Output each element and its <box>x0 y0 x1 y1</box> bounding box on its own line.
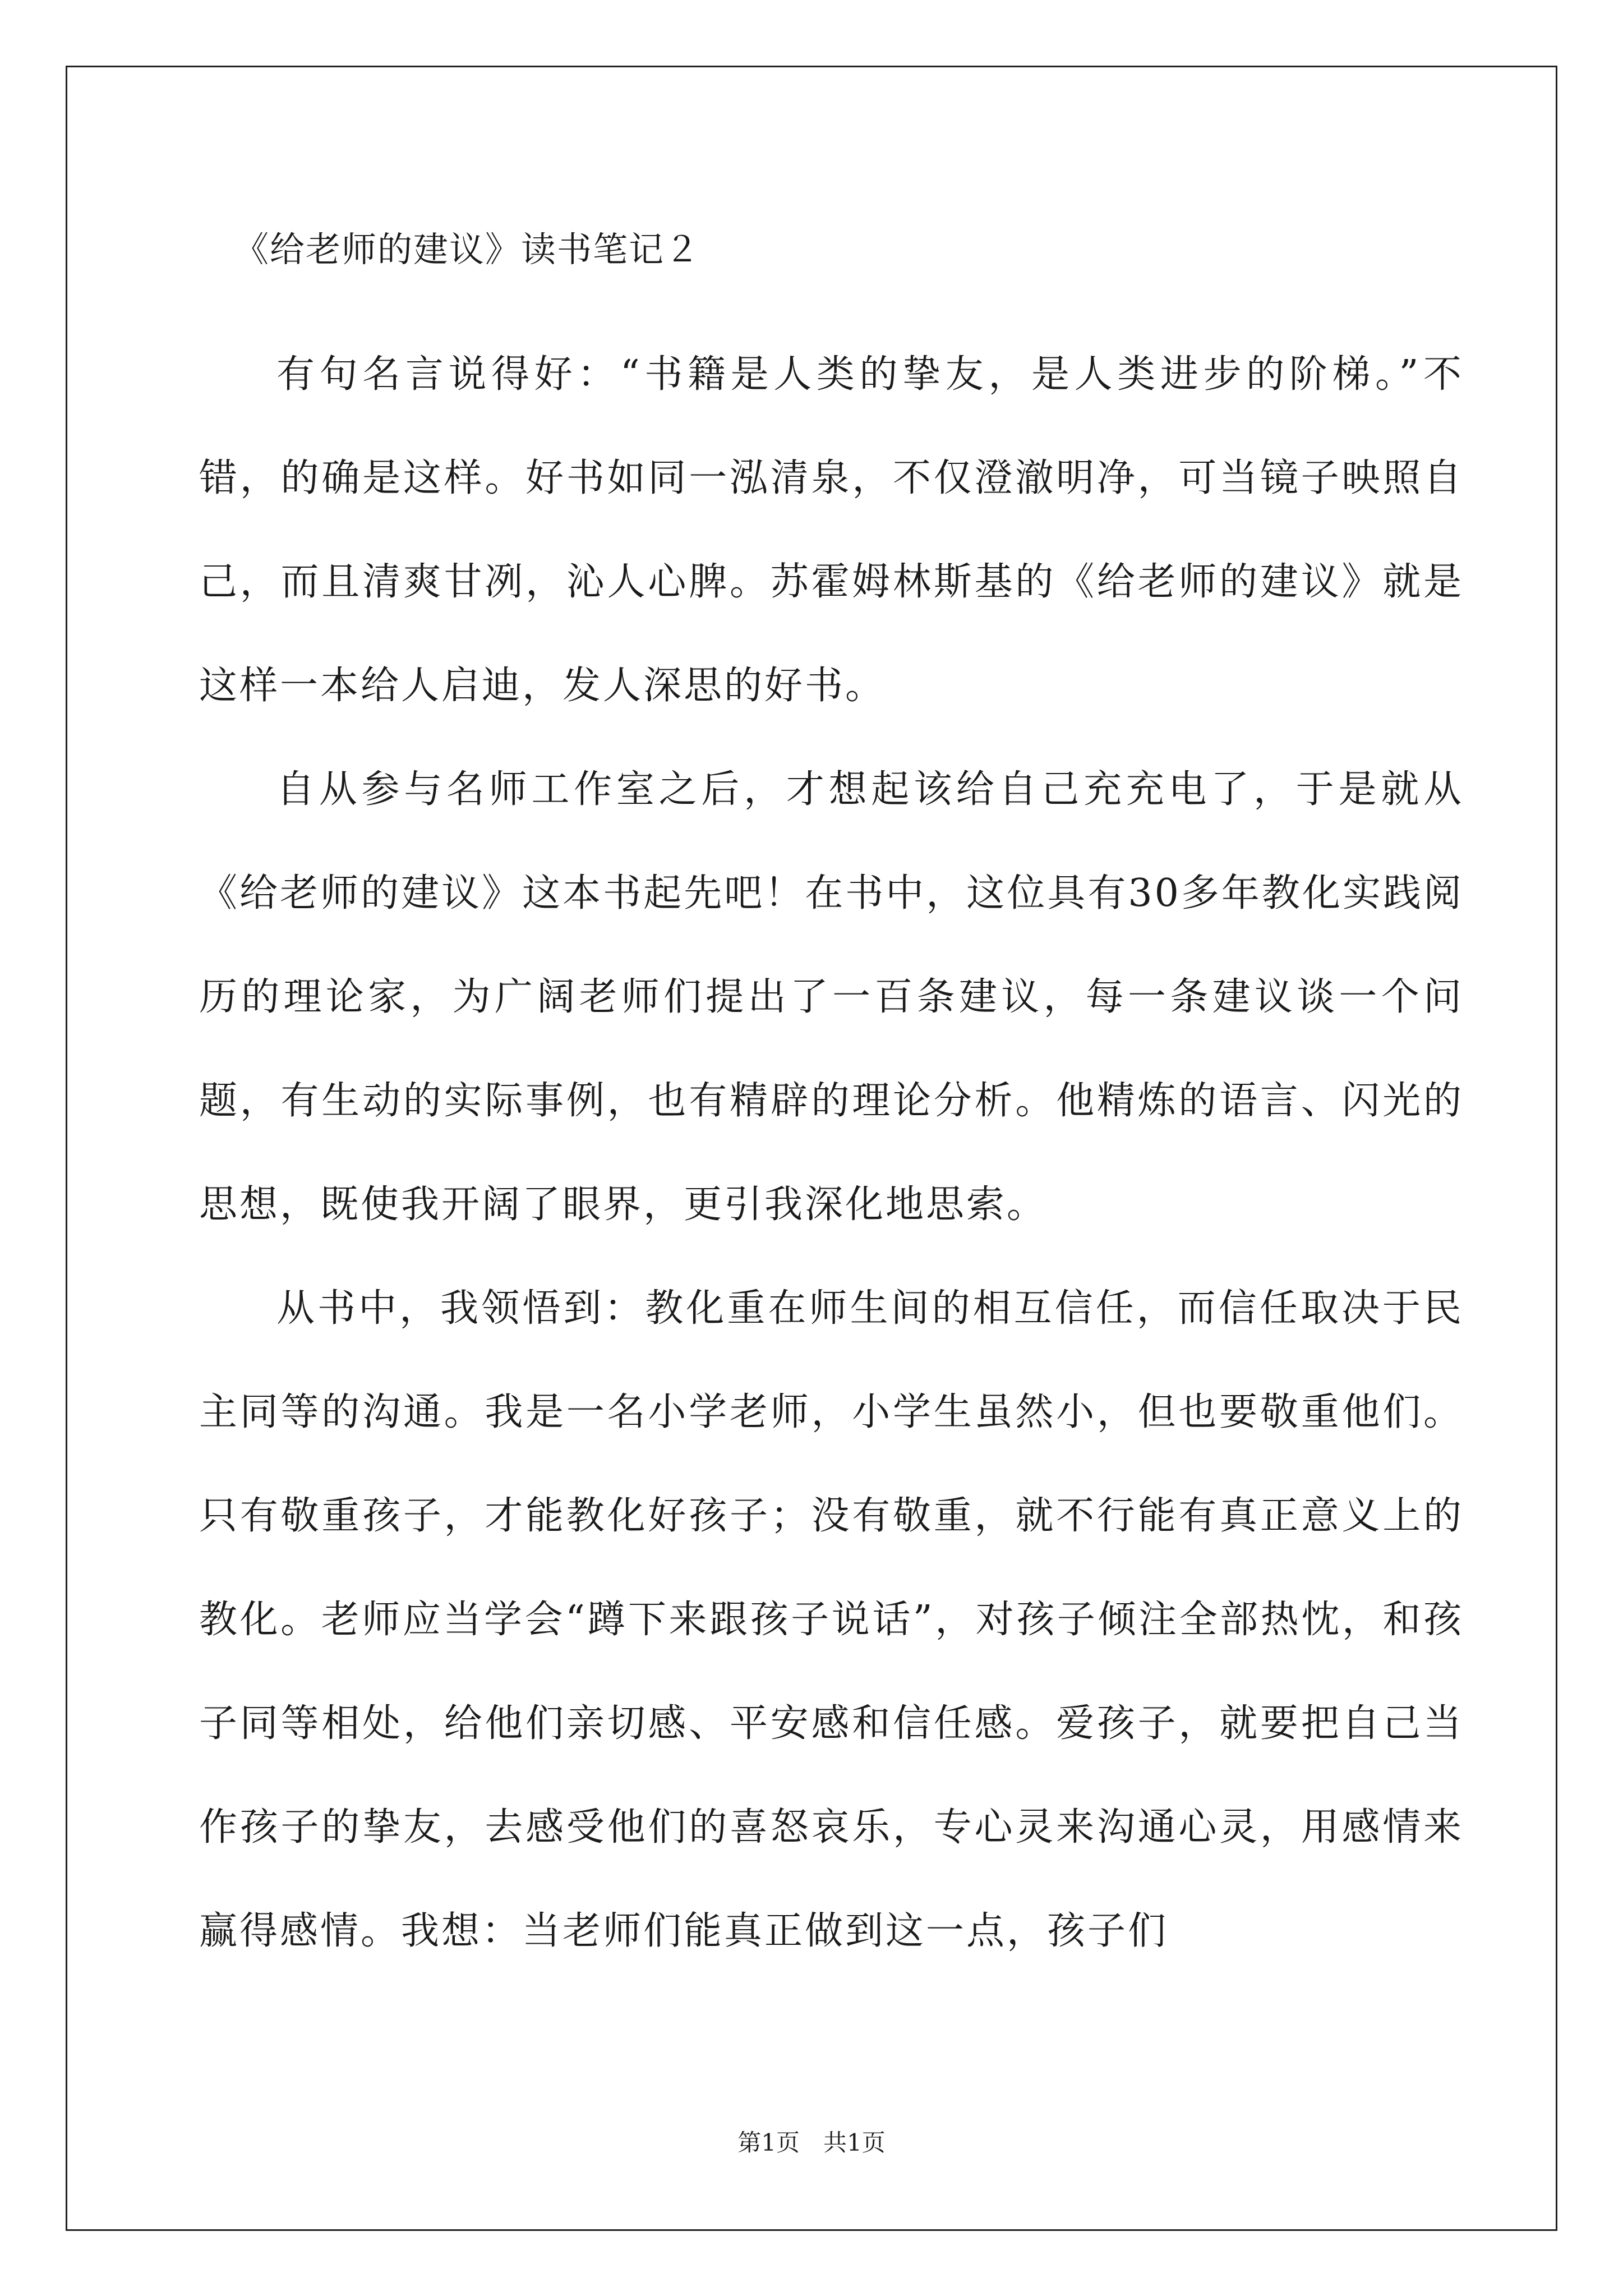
paragraph-1: 有句名言说得好：“书籍是人类的挚友，是人类进步的阶梯。”不错，的确是这样。好书如同一泓清泉，不仅澄澈明净，可当镜子映照自己，而且清爽甘冽，沁人心脾。苏霍姆林斯基的《给老师的建议》就是这样一本给人启迪，发人深思的好书。 <box>199 352 1464 708</box>
paragraph-3: 从书中，我领悟到：教化重在师生间的相互信任，而信任取决于民主同等的沟通。我是一名小学老师，小学生虽然小，但也要敬重他们。只有敬重孩子，才能教化好孩子；没有敬重，就不行能有真正意义上的教化。老师应当学会“蹲下来跟孩子说话”，对孩子倾注全部热忱，和孩子同等相处，给他们亲切感、平安感和信任感。爱孩子，就要把自己当作孩子的挚友，去感受他们的喜怒哀乐，专心灵来沟通心灵，用感情来赢得感情。我想：当老师们能真正做到这一点，孩子们 <box>199 1286 1464 1953</box>
document-body <box>199 222 1464 1983</box>
page-number-footer: 第1页 共1页 <box>737 2129 886 2156</box>
paragraph-2: 自从参与名师工作室之后，才想起该给自己充充电了，于是就从《给老师的建议》这本书起先吧！在书中，这位具有30多年教化实践阅历的理论家，为广阔老师们提出了一百条建议，每一条建议谈一个问题，有生动的实际事例，也有精辟的理论分析。他精炼的语言、闪光的思想，既使我开阔了眼界，更引我深化地思索。 <box>199 767 1464 1227</box>
document-title: 《给老师的建议》读书笔记２ <box>234 229 701 270</box>
